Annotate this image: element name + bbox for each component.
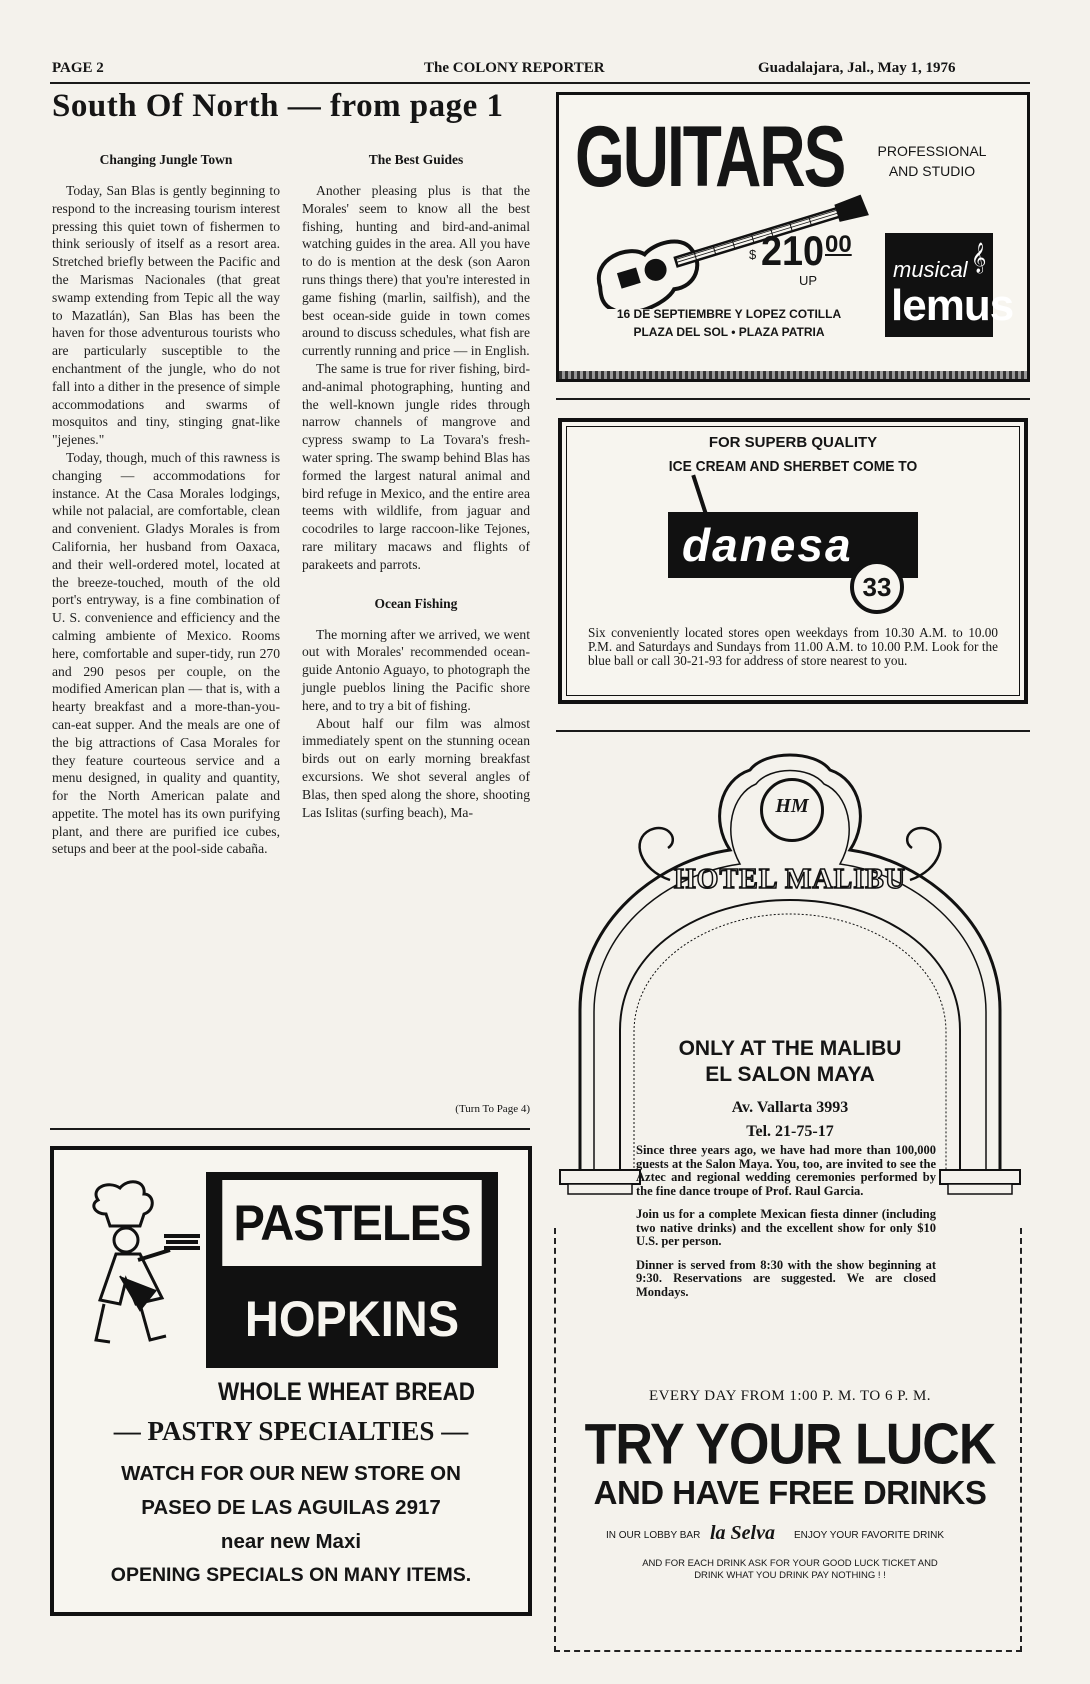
pasteles-name: PASTELES bbox=[222, 1180, 481, 1266]
guitars-title: GUITARS bbox=[575, 107, 845, 205]
store-address: PASEO DE LAS AGUILAS 2917 bbox=[141, 1496, 441, 1519]
tagline-line: AND STUDIO bbox=[888, 163, 976, 179]
treble-clef-icon: 𝄞 bbox=[971, 243, 987, 273]
danesa-33-badge: 33 bbox=[850, 560, 904, 614]
lemus-logo-top: musical bbox=[893, 257, 968, 282]
malibu-paragraph: Since three years ago, we have had more than 100,000 guests at the Salon Maya. You, too, are invited to see the Aztec and regional wedding ceremonies performed by the fine dance troupe of Prof. Raul Garcia. bbox=[636, 1143, 936, 1198]
article-column-2 bbox=[302, 152, 530, 821]
lemus-logo-text: lemus bbox=[891, 281, 1014, 330]
paragraph: About half our film was almost immediately spent on the stunning ocean birds out on early morning breakfast excursions. We shot several angles of Blas, then sped along the shore, shooting Las Islitas (surfing beach), Ma- bbox=[302, 715, 530, 820]
lobby-bar-text: IN OUR LOBBY BAR bbox=[606, 1530, 701, 1541]
subhead-changing-jungle-town: Changing Jungle Town bbox=[99, 152, 233, 167]
la-selva-logo: la Selva bbox=[710, 1522, 775, 1544]
malibu-paragraph: Join us for a complete Mexican fiesta dinner (including two native drinks) and the excellent show for only $10 U.S. per person. bbox=[636, 1207, 936, 1248]
guitar-price-cents: 00 bbox=[825, 231, 852, 258]
article-column-1 bbox=[52, 152, 280, 858]
dateline: Guadalajara, Jal., May 1, 1976 bbox=[758, 60, 956, 76]
guitars-ad bbox=[556, 92, 1030, 382]
malibu-address: Av. Vallarta 3993 bbox=[731, 1099, 849, 1116]
masthead-rule bbox=[50, 82, 1030, 84]
currency-sign: $ bbox=[749, 247, 757, 262]
danesa-ad bbox=[558, 418, 1028, 704]
ad-bottom-edge bbox=[559, 371, 1027, 379]
paragraph: Today, San Blas is gently beginning to respond to the increasing tourism interest pressing this quiet town of fishermen to think seriously of itself as a resort area. Stretched briefly between the Pacific and the Marismas Nacionales (that great swamp extending from Tepic all the way to Mazatlán), San Blas has been the haven for those adventurous tourists who are particularly susceptible to the enchantment of the jungle, who do not fall into a dither in the presence of simple accommodations and swarms of mosquitos and tiny, stinging gnat-like "jejenes." bbox=[52, 183, 280, 448]
enjoy-drink-text: ENJOY YOUR FAVORITE DRINK bbox=[794, 1530, 945, 1541]
ticket-line: AND FOR EACH DRINK ASK FOR YOUR GOOD LUCK TICKET AND bbox=[642, 1558, 938, 1569]
monogram-medallion bbox=[760, 778, 824, 842]
address-line: 16 DE SEPTIEMBRE Y LOPEZ COTILLA bbox=[616, 307, 842, 321]
article-bottom-rule bbox=[50, 1128, 530, 1130]
hotel-malibu-ad bbox=[550, 740, 1030, 1660]
address-line: PLAZA DEL SOL • PLAZA PATRIA bbox=[633, 325, 825, 339]
monogram-text: HM bbox=[775, 795, 809, 817]
whole-wheat-bread: WHOLE WHEAT BREAD bbox=[218, 1378, 476, 1406]
paragraph: Today, though, much of this rawness is changing — accommodations for instance. At the Casa Morales lodgings, while not palacial, are comfortable, clean and convenient. Gladys Morales is from California, her husband from Oaxaca, and their well-ordered motel, located at the breeze-touched, mouth of the old port's entryway, is a fine combination of U. S. convenience and efficiency and the calming ambiente of Mexico. Rooms here, comfortable and super-tidy, run 270 and 290 pesos per couple, on the modified American plan — that is, with a hearty breakfast and a more-than-you-can-eat supper. And the meals are one of the big attractions of Casa Morales for they feature courteous service and a menu designed, in quality and quantity, for the North American palate and appetite. The motel has its own purifying plant, and there are purified ice cubes, setups and beer at the pool-side cabaña. bbox=[52, 449, 280, 857]
guitar-price: 210 bbox=[761, 227, 825, 274]
guitars-address bbox=[579, 305, 879, 341]
subhead-ocean-fishing: Ocean Fishing bbox=[374, 595, 458, 611]
price-up: UP bbox=[799, 273, 818, 288]
hopkins-name: HOPKINS bbox=[244, 1291, 460, 1347]
danesa-logo-text: danesa bbox=[682, 519, 853, 571]
pasteles-logo-block bbox=[206, 1172, 498, 1368]
malibu-contact bbox=[610, 1096, 970, 1144]
subhead-best-guides: The Best Guides bbox=[368, 152, 464, 167]
ad-divider bbox=[556, 398, 1030, 400]
new-store-text: WATCH FOR OUR NEW STORE ON bbox=[121, 1462, 461, 1485]
tagline-line: PROFESSIONAL bbox=[877, 143, 987, 159]
paragraph: The same is true for river fishing, bird-and-animal photographing, hunting and the well-known jungle rides through narrow channels of mangrove and cypress swamp to La Tovara's fresh-water spring. The swamp behind Blas has formed the largest natural animal and bird refuge in Mexico, and the entire area teems with wildlife, from jaguar and cocodriles to large raccoon-like Tejones, rare military macaws and flights of parakeets and parrots. bbox=[302, 360, 530, 572]
free-drinks: AND HAVE FREE DRINKS bbox=[593, 1474, 987, 1511]
opening-specials: OPENING SPECIALS ON MANY ITEMS. bbox=[110, 1564, 472, 1586]
turn-to-page: (Turn To Page 4) bbox=[455, 1103, 530, 1115]
malibu-phone: Tel. 21-75-17 bbox=[746, 1123, 834, 1140]
near-maxi: near new Maxi bbox=[220, 1530, 362, 1553]
danesa-line2: ICE CREAM AND SHERBET COME TO bbox=[668, 458, 918, 475]
page-number: PAGE 2 bbox=[52, 60, 104, 76]
paragraph: The morning after we arrived, we went out with Morales' recommended ocean-guide Antonio Aguayo, to photograph the jungle pueblos lining the Pacific shore here, and to try a bit of fishing. bbox=[302, 626, 530, 713]
lemus-logo bbox=[885, 233, 1014, 337]
newspaper-title: The COLONY REPORTER bbox=[424, 60, 605, 76]
danesa-line1: FOR SUPERB QUALITY bbox=[708, 434, 878, 451]
ad-divider bbox=[556, 730, 1030, 732]
hotel-malibu-name: HOTEL MALIBU bbox=[673, 864, 907, 895]
luck-ticket-text bbox=[570, 1558, 1010, 1582]
danesa-body: Six conveniently located stores open weekdays from 10.30 A.M. to 10.00 P.M. and Saturdays and Sundays from 11.00 A.M. to 10.00 P.M. Look for the blue ball or call 30-21-93 for address of store nearest to you. bbox=[588, 625, 998, 668]
malibu-only: ONLY AT THE MALIBU bbox=[678, 1037, 902, 1060]
paragraph: Another pleasing plus is that the Morales' seem to know all the best fishing, hunting and bird-and-animal watching guides in the area. All you have to do is mention at the desk (son Aaron runs things there) that you're interested in game fishing (marlin, sailfish), and the best ocean-side guide in town comes around to discuss schedules, what fish are currently running and price — in English. bbox=[302, 183, 530, 359]
try-your-luck: TRY YOUR LUCK bbox=[584, 1413, 996, 1477]
pasteles-hopkins-ad bbox=[50, 1146, 532, 1616]
malibu-heading bbox=[610, 1036, 970, 1088]
guitars-tagline bbox=[857, 141, 1007, 181]
ticket-line: DRINK WHAT YOU DRINK PAY NOTHING ! ! bbox=[694, 1570, 886, 1581]
malibu-salon: EL SALON MAYA bbox=[705, 1063, 875, 1086]
malibu-hours: EVERY DAY FROM 1:00 P. M. TO 6 P. M. bbox=[648, 1388, 932, 1404]
malibu-body bbox=[636, 1144, 936, 1299]
pastry-specialties: — PASTRY SPECIALTIES — bbox=[113, 1416, 469, 1446]
malibu-paragraph: Dinner is served from 8:30 with the show beginning at 9:30. Reservations are suggested. We are closed Mondays. bbox=[636, 1257, 936, 1299]
headline: South Of North — from page 1 bbox=[52, 88, 504, 124]
pastry-chef-icon bbox=[80, 1180, 210, 1360]
